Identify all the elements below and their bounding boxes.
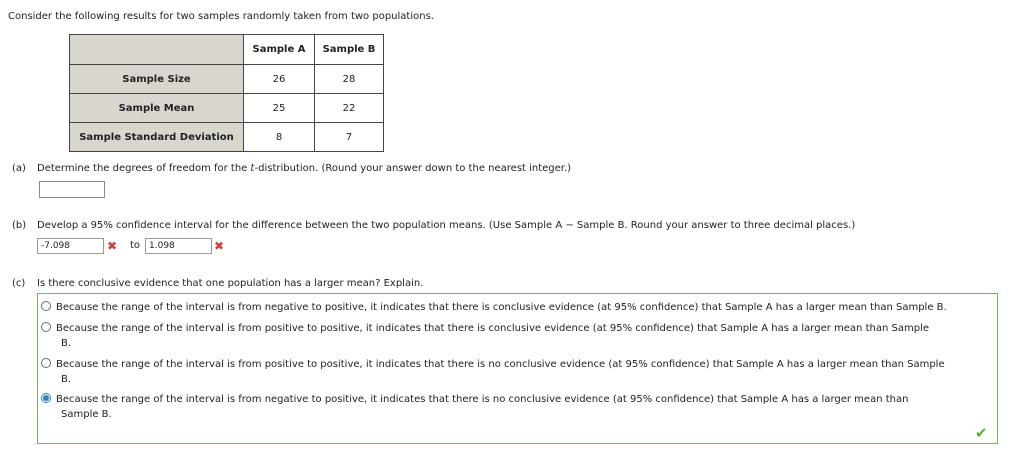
- radio-button[interactable]: [41, 358, 51, 368]
- correct-check-icon: ✔: [975, 424, 988, 442]
- table-header-row: [70, 35, 384, 65]
- cell-value: 7: [315, 123, 384, 152]
- part-c-question: Is there conclusive evidence that one population has a larger mean? Explain.: [37, 278, 424, 289]
- table-row: [70, 123, 384, 152]
- intro-text: Consider the following results for two samples randomly taken from two populations.: [8, 11, 434, 22]
- choice-line: Because the range of the interval is from positive to positive, it indicates that there is conclusive evidence (at 95% confidence) that Sample A has a larger mean than Sample: [56, 323, 929, 334]
- choice-text: [56, 392, 908, 422]
- t-variable: t: [250, 163, 255, 174]
- cell-value: 22: [315, 94, 384, 123]
- choice-text: [56, 357, 945, 387]
- choice-line: B.: [61, 374, 72, 385]
- incorrect-x-icon: ✖: [214, 239, 225, 253]
- choice-text: [56, 300, 947, 315]
- cell-value: 25: [244, 94, 315, 123]
- ci-upper-input[interactable]: 1.098: [145, 238, 212, 254]
- choice-line: Because the range of the interval is from negative to positive, it indicates that there is conclusive evidence (at 95% confidence) that Sample A has a larger mean than Sample B.: [56, 302, 947, 313]
- row-label-sample-std-dev: Sample Standard Deviation: [70, 123, 244, 152]
- part-a-question: [37, 163, 571, 174]
- cell-value: 8: [244, 123, 315, 152]
- part-c-label: (c): [12, 278, 26, 289]
- sample-table: [69, 34, 384, 152]
- ci-lower-input[interactable]: -7.098: [37, 238, 104, 254]
- table-corner-cell: [70, 35, 244, 65]
- incorrect-x-icon: ✖: [107, 239, 118, 253]
- choice-line: Because the range of the interval is from negative to positive, it indicates that there is no conclusive evidence (at 95% confidence) that Sample A has a larger mean than: [56, 394, 909, 405]
- table-row: [70, 94, 384, 123]
- part-b-question: Develop a 95% confidence interval for the difference between the two population means. (Use Sample A − Sample B. Round your answer to three decimal places.): [37, 220, 856, 231]
- table-row: [70, 65, 384, 94]
- choice-line: Sample B.: [61, 409, 112, 420]
- cell-value: 26: [244, 65, 315, 94]
- to-label: to: [130, 240, 141, 251]
- radio-button[interactable]: [41, 322, 51, 332]
- cell-value: 28: [315, 65, 384, 94]
- radio-button-selected[interactable]: [41, 393, 51, 403]
- part-a-text-before: Determine the degrees of freedom for the: [37, 163, 251, 174]
- part-a-text-after: -distribution. (Round your answer down to the nearest integer.): [254, 163, 572, 174]
- header-sample-a: Sample A: [244, 35, 315, 65]
- part-a-label: (a): [12, 163, 26, 174]
- header-sample-b: Sample B: [315, 35, 384, 65]
- choice-line: B.: [61, 338, 72, 349]
- row-label-sample-mean: Sample Mean: [70, 94, 244, 123]
- part-b-label: (b): [12, 220, 27, 231]
- choice-text: [56, 321, 929, 351]
- radio-button[interactable]: [41, 301, 51, 311]
- choice-line: Because the range of the interval is from positive to positive, it indicates that there is no conclusive evidence (at 95% confidence) that Sample A has a larger mean than Sample: [56, 359, 945, 370]
- row-label-sample-size: Sample Size: [70, 65, 244, 94]
- degrees-of-freedom-input[interactable]: [39, 181, 105, 198]
